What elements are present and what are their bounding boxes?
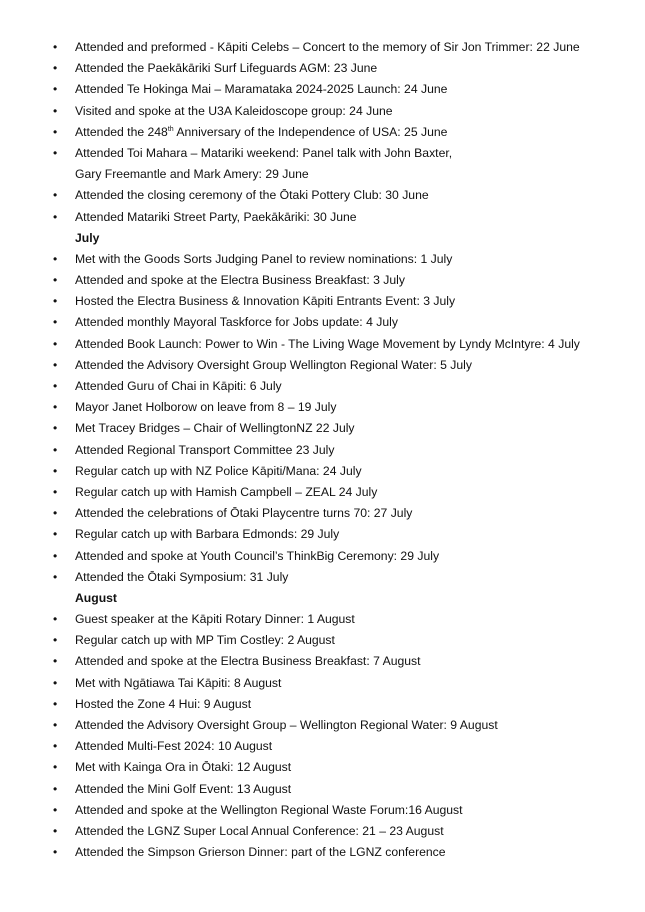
list-item [0, 821, 645, 842]
list-item-text: Visited and spoke at the U3A Kaleidoscope group: 24 June [75, 103, 393, 118]
bullet-icon: • [53, 633, 58, 648]
list-item-text: Attended and spoke at the Wellington Regional Waste Forum:16 August [75, 802, 463, 817]
bullet-icon: • [53, 442, 58, 457]
bullet-icon: • [53, 209, 58, 224]
list-item [0, 334, 645, 355]
list-item-text: Attended Matariki Street Party, Paekākāriki: 30 June [75, 209, 357, 224]
bullet-icon: • [53, 696, 58, 711]
list-item-text: Attended and preformed - Kāpiti Celebs – Concert to the memory of Sir Jon Trimmer: 22 June [75, 40, 580, 54]
bullet-icon: • [53, 251, 58, 266]
bullet-icon: • [53, 336, 58, 351]
list-item [0, 376, 645, 397]
list-item-text: Regular catch up with Hamish Campbell – ZEAL 24 July [75, 484, 378, 499]
list-item [0, 270, 645, 291]
list-item [0, 800, 645, 821]
list-item [0, 630, 645, 651]
list-item [0, 461, 645, 482]
list-item [0, 546, 645, 567]
list-item-text: Hosted the Electra Business & Innovation Kāpiti Entrants Event: 3 July [75, 294, 456, 309]
list-item [0, 757, 645, 778]
list-item [0, 503, 645, 524]
list-item [0, 312, 645, 333]
bullet-icon: • [53, 654, 58, 669]
list-item-text: Attended the celebrations of Ōtaki Playcentre turns 70: 27 July [75, 506, 413, 521]
list-item [0, 397, 645, 418]
list-item [0, 736, 645, 757]
list-item [0, 58, 645, 79]
list-item [0, 249, 645, 270]
list-item [0, 37, 645, 58]
bullet-icon: • [53, 845, 58, 860]
list-item-text: Attended the Ōtaki Symposium: 31 July [75, 569, 289, 584]
list-item [0, 524, 645, 545]
list-item-text: Met Tracey Bridges – Chair of WellingtonNZ 22 July [75, 421, 355, 436]
bullet-icon: • [53, 739, 58, 754]
list-item-text: Regular catch up with Barbara Edmonds: 29 July [75, 527, 340, 542]
activity-list [0, 37, 645, 863]
list-item [0, 122, 645, 143]
list-item [0, 207, 645, 228]
bullet-icon: • [53, 145, 58, 160]
bullet-icon: • [53, 82, 58, 97]
bullet-icon: • [53, 823, 58, 838]
list-item [0, 355, 645, 376]
list-item [0, 673, 645, 694]
bullet-icon: • [53, 315, 58, 330]
list-item-text: Regular catch up with NZ Police Kāpiti/Mana: 24 July [75, 463, 362, 478]
list-item-text: Mayor Janet Holborow on leave from 8 – 19 July [75, 400, 337, 415]
bullet-icon: • [53, 124, 58, 139]
list-item-text: Attended Multi-Fest 2024: 10 August [75, 739, 273, 754]
bullet-icon: • [53, 781, 58, 796]
list-item-text: Met with Kainga Ora in Ōtaki: 12 August [75, 760, 292, 775]
list-item-text: Attended the Advisory Oversight Group – Wellington Regional Water: 9 August [75, 718, 498, 732]
list-item-text: Guest speaker at the Kāpiti Rotary Dinner: 1 August [75, 612, 355, 627]
list-item-text: Attended the Mini Golf Event: 13 August [75, 781, 292, 796]
list-item-text: Attended the Simpson Grierson Dinner: part of the LGNZ conference [75, 845, 446, 860]
month-heading [0, 588, 645, 609]
list-item [0, 482, 645, 503]
bullet-icon: • [53, 40, 58, 54]
bullet-icon: • [53, 273, 58, 288]
list-item-text: Attended monthly Mayoral Taskforce for Jobs update: 4 July [75, 315, 398, 330]
list-item [0, 143, 645, 164]
bullet-icon: • [53, 103, 58, 118]
list-item-text: Met with Ngātiawa Tai Kāpiti: 8 August [75, 675, 282, 690]
bullet-icon: • [53, 569, 58, 584]
list-item [0, 185, 645, 206]
list-item [0, 418, 645, 439]
bullet-icon: • [53, 760, 58, 775]
text-part: Anniversary of the Independence of USA: 25 June [173, 124, 448, 139]
bullet-icon: • [53, 379, 58, 393]
list-item-text: Gary Freemantle and Mark Amery: 29 June [75, 167, 309, 182]
bullet-icon: • [53, 188, 58, 203]
list-item-text: August [75, 590, 117, 605]
list-item-text: Attended and spoke at the Electra Business Breakfast: 3 July [75, 273, 405, 288]
list-item-text: Hosted the Zone 4 Hui: 9 August [75, 696, 252, 711]
list-item-continuation [0, 164, 645, 185]
bullet-icon: • [53, 718, 58, 732]
list-item [0, 694, 645, 715]
bullet-icon: • [53, 548, 58, 563]
list-item [0, 842, 645, 863]
bullet-icon: • [53, 484, 58, 499]
bullet-icon: • [53, 675, 58, 690]
list-item-text: Attended and spoke at the Electra Business Breakfast: 7 August [75, 654, 421, 669]
list-item-text: Attended the closing ceremony of the Ōtaki Pottery Club: 30 June [75, 188, 429, 203]
list-item-text: Attended Toi Mahara – Matariki weekend: Panel talk with John Baxter, [75, 145, 453, 160]
list-item [0, 291, 645, 312]
month-heading [0, 228, 645, 249]
list-item-text: Attended and spoke at Youth Council’s ThinkBig Ceremony: 29 July [75, 548, 440, 563]
list-item-text: Attended Guru of Chai in Kāpiti: 6 July [75, 379, 282, 393]
bullet-icon: • [53, 463, 58, 478]
list-item [0, 715, 645, 736]
list-item-text: Attended Book Launch: Power to Win - The Living Wage Movement by Lyndy McIntyre: 4 July [75, 336, 580, 351]
bullet-icon: • [53, 357, 58, 372]
bullet-icon: • [53, 802, 58, 817]
list-item-text: Attended the LGNZ Super Local Annual Conference: 21 – 23 August [75, 823, 444, 838]
bullet-icon: • [53, 400, 58, 415]
list-item-text: Regular catch up with MP Tim Costley: 2 August [75, 633, 335, 648]
bullet-icon: • [53, 506, 58, 521]
list-item-text [75, 122, 447, 143]
list-item [0, 79, 645, 100]
list-item [0, 609, 645, 630]
list-item [0, 101, 645, 122]
bullet-icon: • [53, 61, 58, 76]
list-item-text: Attended the Advisory Oversight Group Wellington Regional Water: 5 July [75, 357, 472, 372]
list-item [0, 567, 645, 588]
list-item [0, 779, 645, 800]
bullet-icon: • [53, 421, 58, 436]
bullet-icon: • [53, 294, 58, 309]
list-item-text: Attended Regional Transport Committee 23 July [75, 442, 335, 457]
list-item [0, 440, 645, 461]
text-part: Attended the 248 [75, 124, 168, 139]
bullet-icon: • [53, 612, 58, 627]
list-item-text: July [75, 230, 100, 245]
list-item-text: Attended Te Hokinga Mai – Maramataka 2024-2025 Launch: 24 June [75, 82, 448, 97]
list-item-text: Met with the Goods Sorts Judging Panel to review nominations: 1 July [75, 251, 453, 266]
list-item [0, 651, 645, 672]
ordinal-suffix: th [167, 125, 174, 133]
list-item-text: Attended the Paekākāriki Surf Lifeguards AGM: 23 June [75, 61, 378, 76]
bullet-icon: • [53, 527, 58, 542]
